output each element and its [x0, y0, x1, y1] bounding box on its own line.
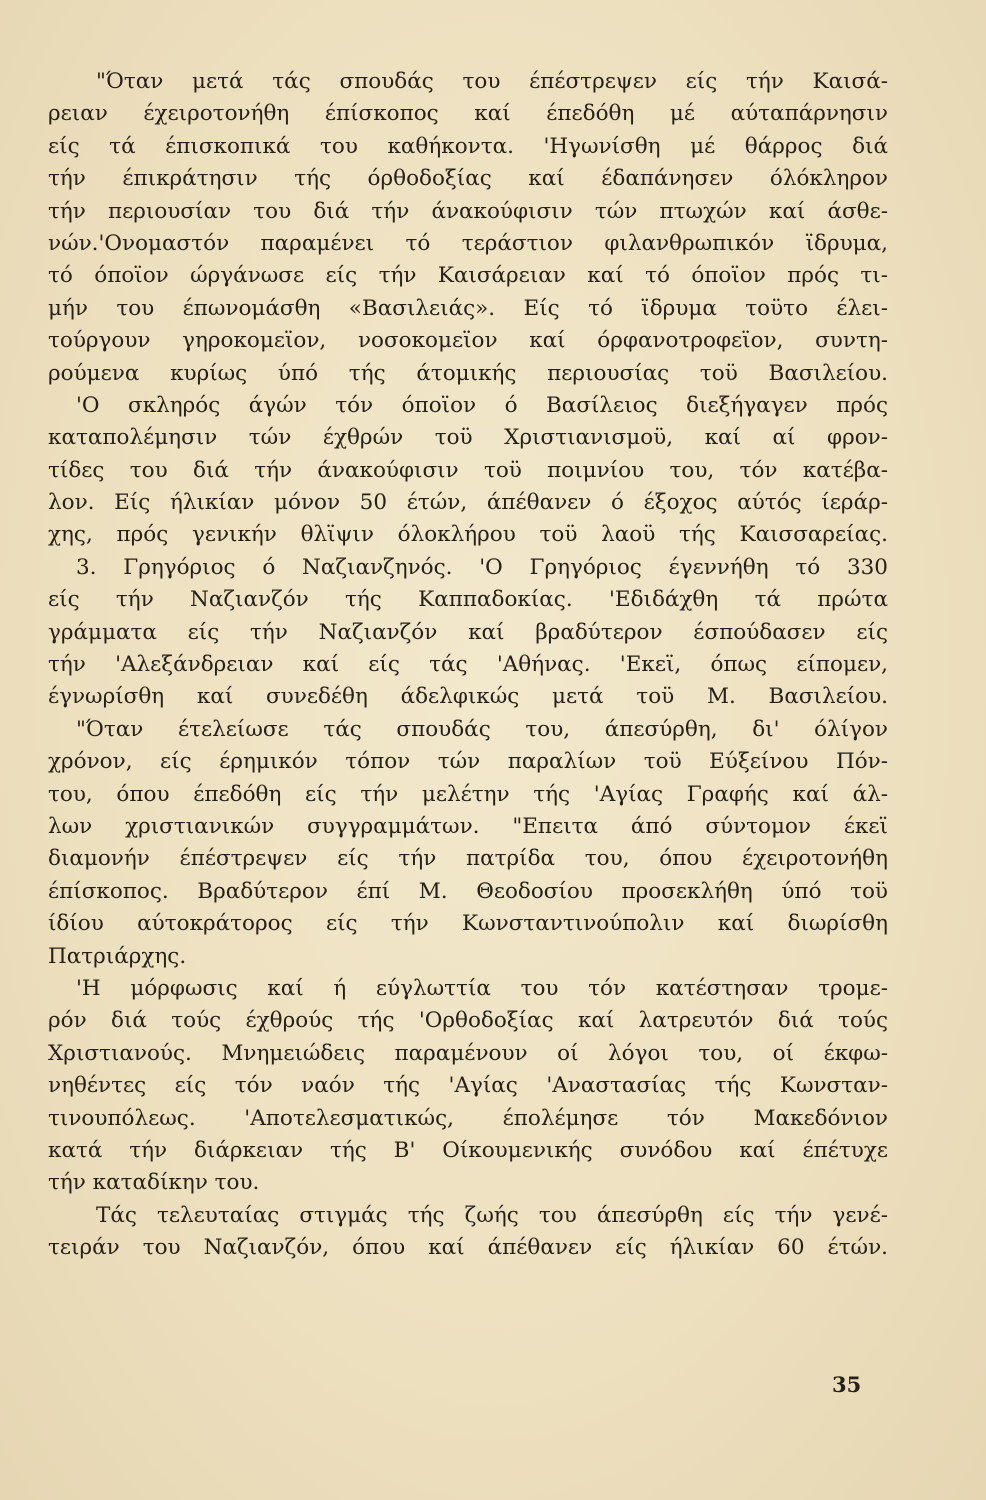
text-line: καταπολέμησιν τών έχθρών τοϋ Χριστιανισμοϋ, καί αί φρον-: [48, 425, 888, 451]
text-line: γράμματα είς τήν Ναζιανζόν καί βραδύτερον έσπούδασεν είς: [48, 619, 888, 645]
text-line: είς τά έπισκοπικά του καθήκοντα. 'Ηγωνίσθη μέ θάρρος διά: [48, 133, 888, 159]
text-line: Πατριάρχης.: [48, 943, 187, 969]
body-text: [48, 66, 888, 1264]
text-line: νηθέντες είς τόν ναόν τής 'Αγίας 'Αναστασίας τής Κωνσταν-: [48, 1073, 888, 1099]
text-line: ρόν διά τούς έχθρούς τής 'Ορθοδοξίας καί λατρευτόν διά τούς: [48, 1008, 888, 1034]
text-line: "Όταν μετά τάς σπουδάς του έπέστρεψεν είς τήν Καισά-: [96, 69, 888, 94]
text-line: χης, πρός γενικήν θλϊψιν όλοκλήρου τοϋ λαοϋ τής Καισσαρείας.: [48, 522, 888, 548]
text-line: "Όταν έτελείωσε τάς σπουδάς του, άπεσύρθη, δι' όλίγον: [76, 716, 888, 742]
text-line: ρειαν έχειροτονήθη έπίσκοπος καί έπεδόθη μέ αύταπάρνησιν: [48, 101, 888, 127]
text-line: ρούμενα κυρίως ύπό τής άτομικής περιουσίας τοϋ Βασιλείου.: [48, 360, 888, 386]
text-line: διαμονήν έπέστρεψεν είς τήν πατρίδα του, όπου έχειροτονήθη: [48, 846, 888, 872]
text-line: Χριστιανούς. Μνημειώδεις παραμένουν οί λόγοι του, οί έκφω-: [48, 1040, 888, 1066]
text-line: τούργουν γηροκομεϊον, νοσοκομεϊον καί όρφανοτροφεϊον, συντη-: [48, 328, 888, 354]
text-line: τήν 'Αλεξάνδρειαν καί είς τάς 'Αθήνας. 'Εκεϊ, όπως είπομεν,: [48, 652, 888, 678]
text-line: 'Η μόρφωσις καί ή εύγλωττία του τόν κατέστησαν τρομε-: [76, 975, 888, 1001]
text-line: του, όπου έπεδόθη είς τήν μελέτην τής 'Αγίας Γραφής καί άλ-: [48, 781, 888, 807]
text-line: είς τήν Ναζιανζόν τής Καππαδοκίας. 'Εδιδάχθη τά πρώτα: [48, 587, 888, 613]
section-heading-line: 3. Γρηγόριος ό Ναζιανζηνός. 'Ο Γρηγόριος έγεννήθη τό 330: [76, 554, 888, 580]
text-line: τίδες του διά τήν άνακούφισιν τοϋ ποιμνίου του, τόν κατέβα-: [48, 457, 888, 483]
text-line: κατά τήν διάρκειαν τής Β' Οίκουμενικής συνόδου καί έπέτυχε: [48, 1137, 888, 1163]
text-line: τήν καταδίκην του.: [48, 1170, 260, 1196]
text-line: έπίσκοπος. Βραδύτερον έπί Μ. Θεοδοσίου προσεκλήθη ύπό τοϋ: [48, 878, 888, 904]
page-number: 35: [832, 1372, 862, 1397]
text-line: ίδίου αύτοκράτορος είς τήν Κωνσταντινούπολιν καί διωρίσθη: [48, 911, 888, 937]
text-line: τήν περιουσίαν του διά τήν άνακούφισιν τών πτωχών καί άσθε-: [48, 198, 888, 224]
text-line: τειράν του Ναζιανζόν, όπου καί άπέθανεν είς ήλικίαν 60 έτών.: [48, 1235, 888, 1261]
text-line: Τάς τελευταίας στιγμάς τής ζωής του άπεσύρθη είς τήν γενέ-: [96, 1202, 888, 1228]
text-line: 'Ο σκληρός άγών τόν όποϊον ό Βασίλειος διεξήγαγεν πρός: [76, 392, 888, 418]
text-line: έγνωρίσθη καί συνεδέθη άδελφικώς μετά τοϋ Μ. Βασιλείου.: [48, 684, 888, 710]
text-line: τινουπόλεως. 'Αποτελεσματικώς, έπολέμησε τόν Μακεδόνιον: [48, 1105, 888, 1131]
text-line: τήν έπικράτησιν τής όρθοδοξίας καί έδαπάνησεν όλόκληρον: [48, 166, 888, 192]
text-line: χρόνον, είς έρημικόν τόπον τών παραλίων τοϋ Εύξείνου Πόν-: [48, 749, 888, 775]
text-line: τό όποϊον ώργάνωσε είς τήν Καισάρειαν καί τό όποϊον πρός τι-: [48, 263, 888, 289]
text-line: μήν του έπωνομάσθη «Βασιλειάς». Είς τό ϊδρυμα τοϋτο έλει-: [48, 295, 888, 321]
text-line: νών.'Ονομαστόν παραμένει τό τεράστιον φιλανθρωπικόν ϊδρυμα,: [48, 230, 888, 256]
text-line: λον. Είς ήλικίαν μόνον 50 έτών, άπέθανεν ό έξοχος αύτός ίεράρ-: [48, 490, 888, 516]
text-line: λων χριστιανικών συγγραμμάτων. "Επειτα άπό σύντομον έκεϊ: [48, 813, 888, 839]
